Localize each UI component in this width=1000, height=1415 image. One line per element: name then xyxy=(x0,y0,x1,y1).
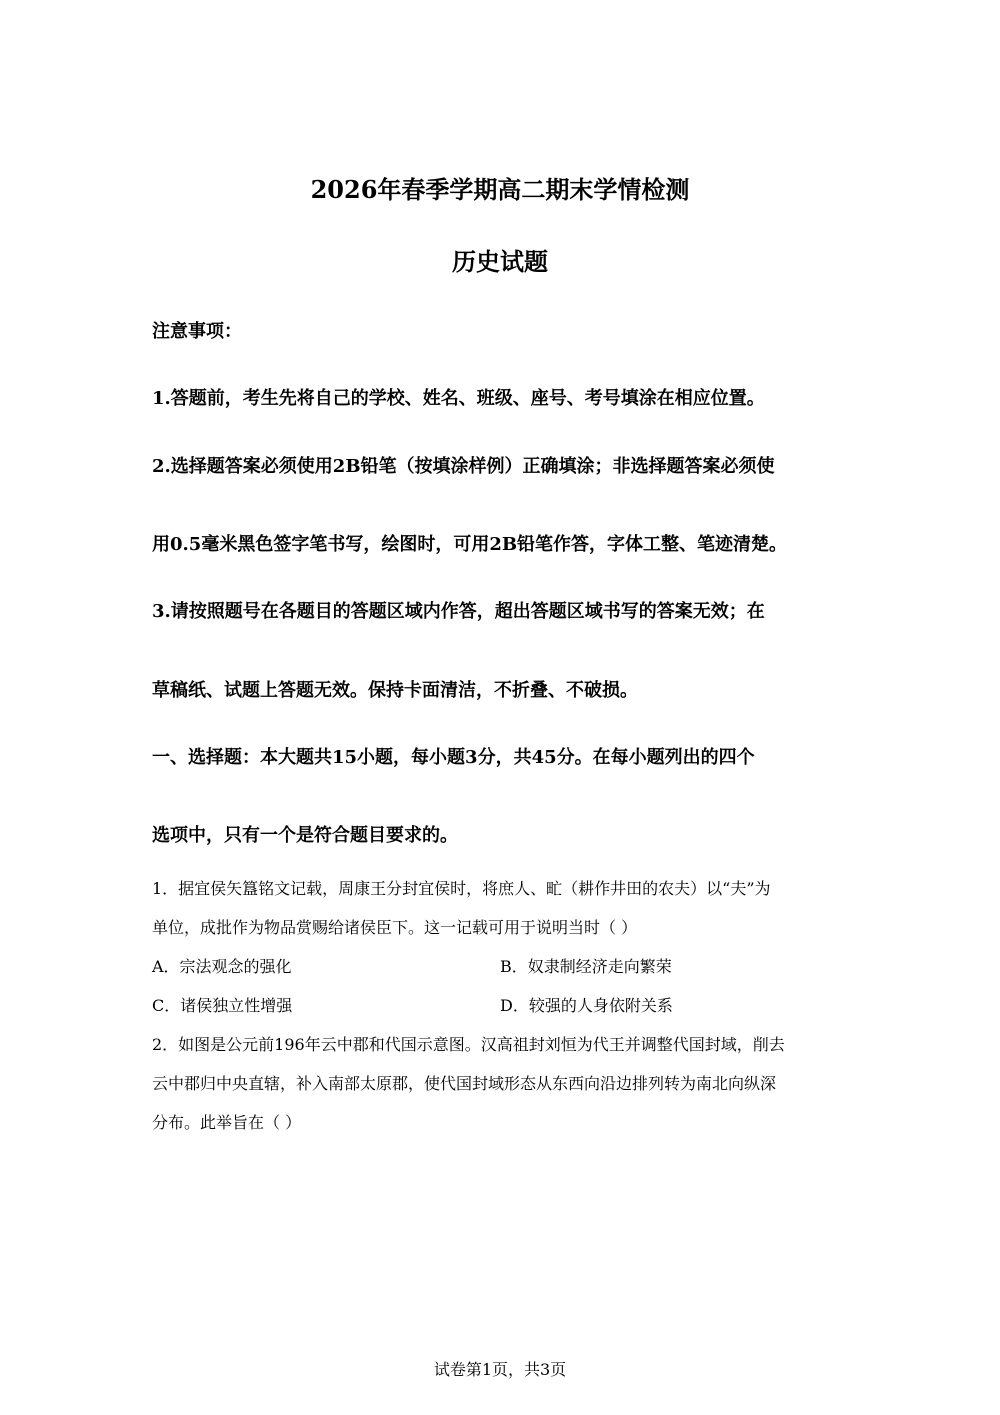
notice-heading: 注意事项： xyxy=(152,321,242,342)
question-1-option-a: A．宗法观念的强化 xyxy=(152,957,292,976)
notice-item-2-cont: 用0.5毫米黑色签字笔书写，绘图时，可用2B铅笔作答，字体工整、笔迹清楚。 xyxy=(152,534,788,555)
exam-subject: 历史试题 xyxy=(452,247,548,276)
question-2-stem-cont: 云中郡归中央直辖，补入南部太原郡，使代国封域形态从东西向沿边排列转为南北向纵深 xyxy=(152,1074,777,1093)
question-2-stem: 2．如图是公元前196年云中郡和代国示意图。汉高祖封刘恒为代王并调整代国封域，削去 xyxy=(152,1035,785,1054)
question-1-stem-cont: 单位，成批作为物品赏赐给诸侯臣下。这一记载可用于说明当时（ ） xyxy=(152,918,638,937)
notice-item-3-cont: 草稿纸、试题上答题无效。保持卡面清洁，不折叠、不破损。 xyxy=(152,680,638,701)
question-1-stem: 1．据宜侯矢簋铭文记载，周康王分封宜侯时，将庶人、甿（耕作井田的农夫）以“夫”为 xyxy=(152,879,771,898)
section-heading: 一、选择题：本大题共15小题，每小题3分，共45分。在每小题列出的四个 xyxy=(152,747,755,768)
notice-item-2: 2.选择题答案必须使用2B铅笔（按填涂样例）正确填涂；非选择题答案必须使 xyxy=(152,456,775,477)
exam-title: 2026年春季学期高二期末学情检测 xyxy=(310,175,690,204)
question-2-stem-end: 分布。此举旨在（ ） xyxy=(152,1113,302,1132)
question-1-option-d: D．较强的人身依附关系 xyxy=(500,996,673,1015)
question-1-option-b: B．奴隶制经济走向繁荣 xyxy=(500,957,672,976)
notice-item-3: 3.请按照题号在各题目的答题区域内作答，超出答题区域书写的答案无效；在 xyxy=(152,601,765,622)
section-heading-cont: 选项中，只有一个是符合题目要求的。 xyxy=(152,825,458,846)
notice-item-1: 1.答题前，考生先将自己的学校、姓名、班级、座号、考号填涂在相应位置。 xyxy=(152,388,765,409)
page-footer: 试卷第1页，共3页 xyxy=(433,1360,567,1379)
question-1-option-c: C．诸侯独立性增强 xyxy=(152,996,293,1015)
